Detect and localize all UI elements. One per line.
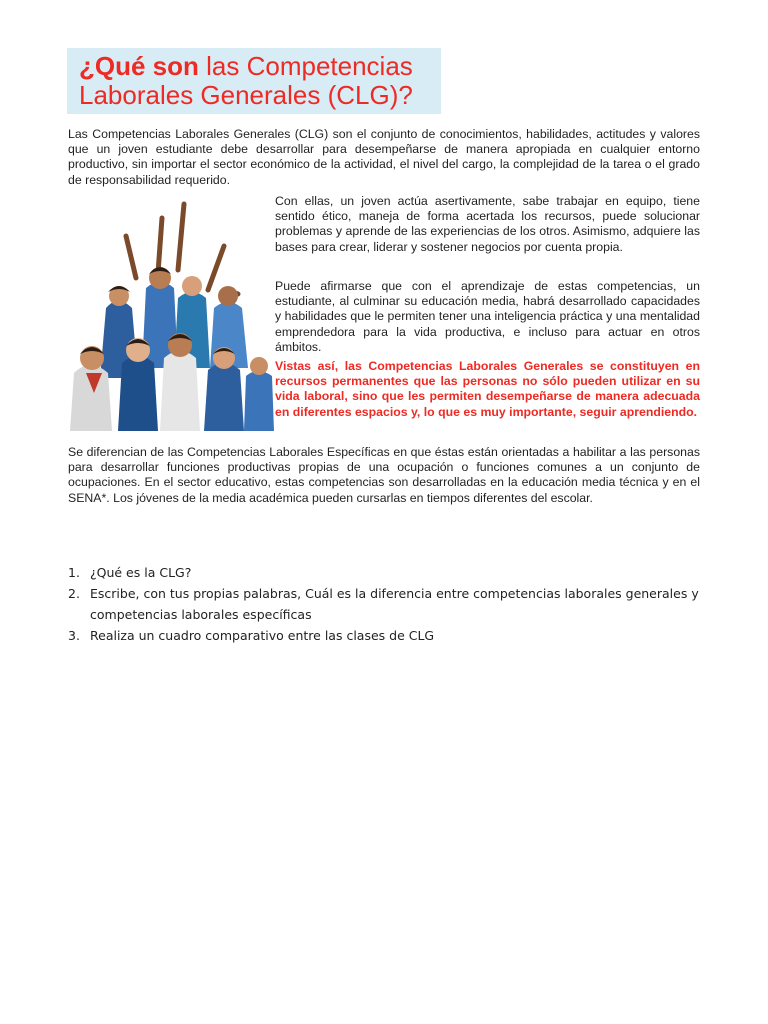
- question-text: Escribe, con tus propias palabras, Cuál es la diferencia entre competencias laborales generales y competencias laborales específicas: [90, 586, 699, 622]
- paragraph-abilities: Con ellas, un joven actúa asertivamente, sabe trabajar en equipo, tiene sentido ético, maneja de forma acertada los recursos, puede solucionar problemas y aprende de las experiencias de los otros. Asimismo, adquiere las bases para crear, liderar y sostener negocios por cuenta propia.: [275, 194, 700, 254]
- title-banner: [67, 48, 441, 114]
- question-list: [68, 562, 708, 646]
- highlight-paragraph: Vistas así, las Competencias Laborales Generales se constituyen en recursos permanentes que las personas no sólo pueden utilizar en su vida laboral, sino que les permiten desempeñarse de manera adecuada en diferentes espacios y, lo que es muy importante, seguir aprendiendo.: [275, 359, 700, 419]
- title-rest: las Competencias: [198, 51, 413, 81]
- list-number: 1.: [68, 565, 80, 580]
- paragraph-learning: Puede afirmarse que con el aprendizaje de estas competencias, un estudiante, al culminar su educación media, habrá desarrollado capacidades y habilidades que le permiten tener una inteligencia práctica y una mentalidad emprendedora para la vida productiva, e incluso para actuar en otros ámbitos.: [275, 279, 700, 354]
- list-item: [68, 583, 708, 625]
- question-text: Realiza un cuadro comparativo entre las clases de CLG: [90, 628, 435, 643]
- title-line-2: Laborales Generales (CLG)?: [79, 80, 413, 110]
- list-number: 3.: [68, 628, 80, 643]
- question-text: ¿Qué es la CLG?: [90, 565, 192, 580]
- paragraph-difference: Se diferencian de las Competencias Laborales Específicas en que éstas están orientadas a habilitar a las personas para desarrollar funciones productivas propias de una ocupación o funciones comunes a un conjunto de ocupaciones. En el sector educativo, estas competencias son desarrolladas en la educación media técnica y en el SENA*. Los jóvenes de la media académica pueden cursarlas en tiempos diferentes del escolar.: [68, 445, 700, 505]
- title-bold: ¿Qué son: [79, 51, 199, 81]
- list-item: [68, 625, 708, 646]
- title-line-1: [79, 52, 441, 81]
- list-number: 2.: [68, 586, 80, 601]
- workers-illustration: [66, 198, 274, 431]
- intro-paragraph: Las Competencias Laborales Generales (CLG) son el conjunto de conocimientos, habilidades, actitudes y valores que un joven estudiante debe desarrollar para desempeñarse de manera apropiada en cualquier entorno productivo, sin importar el sector económico de la actividad, el nivel del cargo, la complejidad de la tarea o el grado de responsabilidad requerido.: [68, 127, 700, 187]
- list-item: [68, 562, 708, 583]
